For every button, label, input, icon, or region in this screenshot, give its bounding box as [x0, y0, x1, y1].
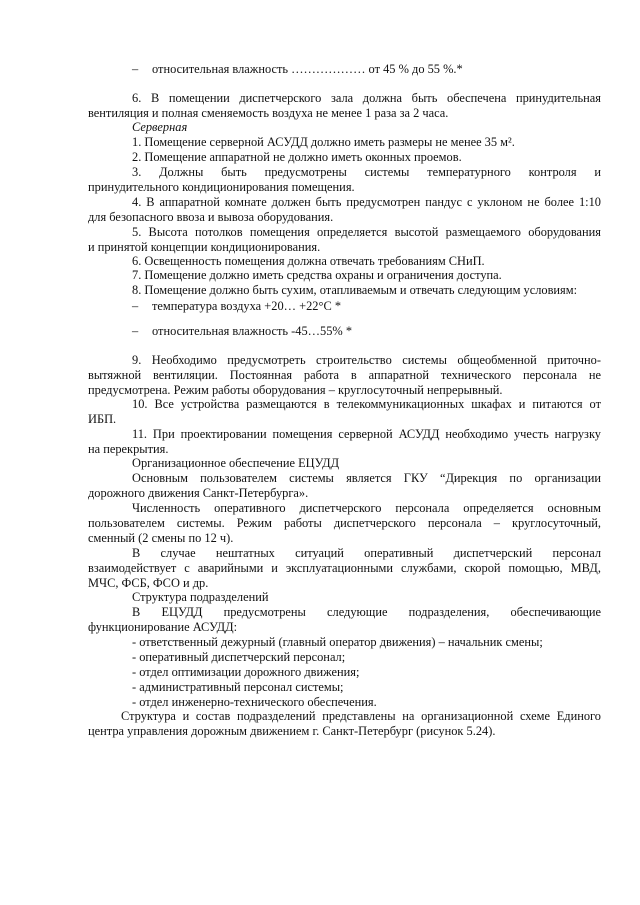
- text-line: вентиляция и полная сменяемость воздуха не менее 1 раза за 2 часа.: [88, 106, 449, 120]
- list-item: - оперативный диспетчерский персонал;: [132, 650, 346, 664]
- text-line: предусмотрена. Режим работы оборудования – круглосуточный непрерывный.: [88, 383, 503, 397]
- text-line: принудительного кондиционирования помещения.: [88, 180, 355, 194]
- text-line: 2. Помещение аппаратной не должно иметь оконных проемов.: [132, 150, 462, 164]
- text-line: 10. Все устройства размещаются в телекоммуникационных шкафах и питаются от: [132, 397, 601, 411]
- list-item: - отдел инженерно-технического обеспечения.: [132, 695, 377, 709]
- text-line: на перекрытия.: [88, 442, 169, 456]
- list-item: - административный персонал системы;: [132, 680, 344, 694]
- list-dash: –: [132, 62, 139, 76]
- text-line: пользователем системы. Режим работы диспетчерского персонала – круглосуточный,: [88, 516, 601, 530]
- text-line: Структура и состав подразделений представлены на организационной схеме Единого: [121, 709, 601, 723]
- list-item: - отдел оптимизации дорожного движения;: [132, 665, 360, 679]
- text-line: для безопасного ввоза и вывоза оборудования.: [88, 210, 334, 224]
- section-heading: Серверная: [132, 120, 188, 134]
- text-line: и принятой концепции кондиционирования.: [88, 240, 321, 254]
- text-line: 8. Помещение должно быть сухим, отапливаемым и отвечать следующим условиям:: [132, 283, 578, 297]
- section-heading: Структура подразделений: [132, 590, 269, 604]
- text-line: 1. Помещение серверной АСУДД должно иметь размеры не менее 35 м².: [132, 135, 515, 149]
- text-line: температура воздуха +20… +22°С *: [152, 299, 342, 313]
- text-line: 4. В аппаратной комнате должен быть предусмотрен пандус с уклоном не более 1:10: [132, 195, 601, 209]
- text-line: относительная влажность ……………… от 45 % до 55 %.*: [152, 62, 463, 76]
- text-line: сменный (2 смены по 12 ч).: [88, 531, 234, 545]
- section-heading: Организационное обеспечение ЕЦУДД: [132, 456, 340, 470]
- list-item: - ответственный дежурный (главный оператор движения) – начальник смены;: [132, 635, 543, 649]
- text-line: Основным пользователем системы является ГКУ “Дирекция по организации: [132, 471, 601, 485]
- text-line: функционирование АСУДД:: [88, 620, 238, 634]
- text-line: 9. Необходимо предусмотреть строительство системы общеобменной приточно-: [132, 353, 601, 367]
- text-line: 5. Высота потолков помещения определяется высотой размещаемого оборудования: [132, 225, 601, 239]
- text-line: ИБП.: [88, 412, 117, 426]
- list-dash: –: [132, 299, 139, 313]
- text-line: 6. В помещении диспетчерского зала должна быть обеспечена принудительная: [132, 91, 601, 105]
- text-line: Численность оперативного диспетчерского персонала определяется основным: [132, 501, 601, 515]
- text-line: 7. Помещение должно иметь средства охраны и ограничения доступа.: [132, 268, 502, 282]
- text-line: МЧС, ФСБ, ФСО и др.: [88, 576, 209, 590]
- list-dash: –: [132, 324, 139, 338]
- text-line: вытяжной вентиляции. Постоянная работа в аппаратной технического персонала не: [88, 368, 601, 382]
- text-line: 11. При проектировании помещения серверной АСУДД необходимо учесть нагрузку: [132, 427, 601, 441]
- text-line: относительная влажность -45…55% *: [152, 324, 353, 338]
- text-line: В случае нештатных ситуаций оперативный диспетчерский персонал: [132, 546, 601, 560]
- text-line: В ЕЦУДД предусмотрены следующие подразделения, обеспечивающие: [132, 605, 601, 619]
- text-line: 3. Должны быть предусмотрены системы температурного контроля и: [132, 165, 601, 179]
- text-line: 6. Освещенность помещения должна отвечать требованиям СНиП.: [132, 254, 485, 268]
- text-line: взаимодействует с аварийными и эксплуатационными службами, скорой помощью, МВД,: [88, 561, 601, 575]
- text-line: центра управления дорожным движением г. Санкт-Петербург (рисунок 5.24).: [88, 724, 496, 738]
- text-line: дорожного движения Санкт-Петербурга».: [88, 486, 309, 500]
